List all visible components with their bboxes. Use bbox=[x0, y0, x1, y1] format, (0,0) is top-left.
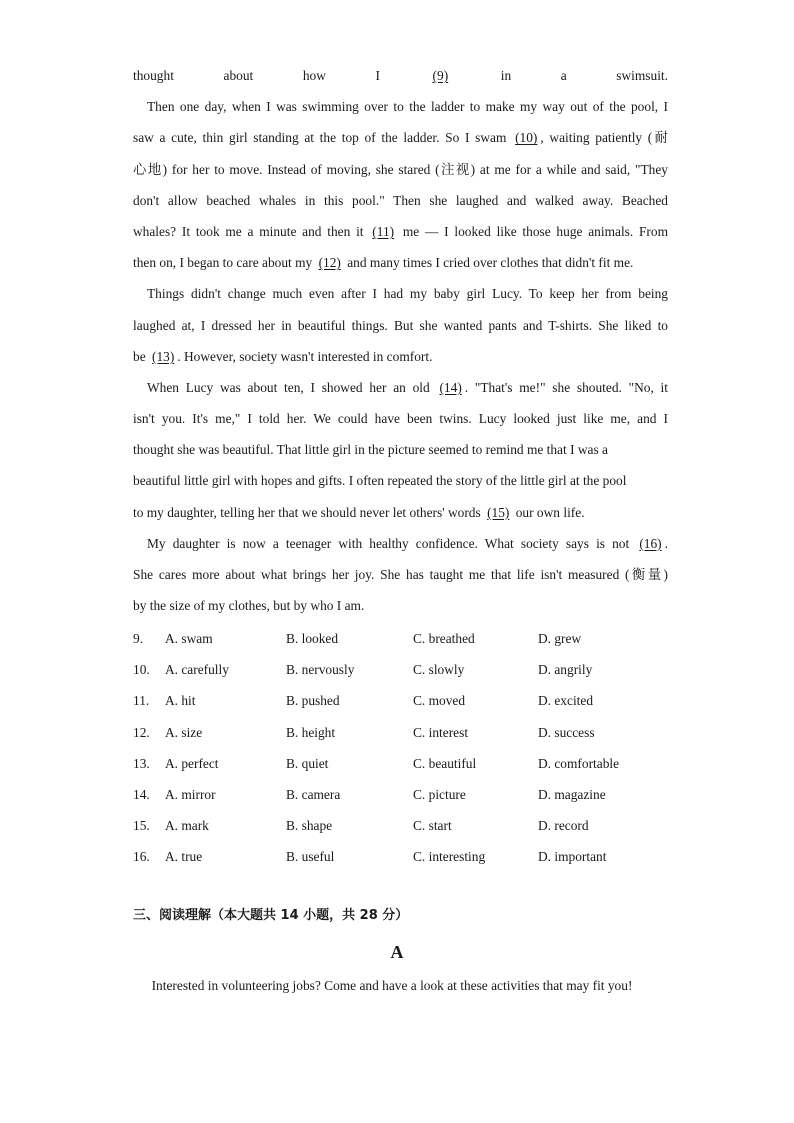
option-b: B. pushed bbox=[286, 693, 340, 709]
passage-text: isn't you. It's me," I told her. We could have been twins. Lucy looked just like me, and I bbox=[133, 411, 668, 427]
question-row bbox=[133, 654, 668, 685]
passage-text: When Lucy was about ten, I showed her an old bbox=[147, 379, 437, 395]
cloze-blank: (15) bbox=[487, 504, 510, 520]
question-number: 15. bbox=[133, 818, 150, 834]
passage-text: She cares more about what brings her joy. She has taught me that life isn't measured (衡量) bbox=[133, 567, 668, 582]
passage-text: , waiting patiently (耐 bbox=[540, 130, 668, 146]
passage-line bbox=[133, 497, 668, 528]
passage-line bbox=[133, 403, 668, 434]
passage-text: 心地) for her to move. Instead of moving, she stared (注视) at me for a while and said, "They bbox=[133, 161, 668, 177]
cloze-blank: (13) bbox=[152, 348, 175, 364]
option-c: C. breathed bbox=[413, 631, 475, 646]
question-row bbox=[133, 779, 668, 810]
passage-line bbox=[133, 372, 668, 403]
option-c: C. moved bbox=[413, 693, 466, 709]
option-d: D. magazine bbox=[538, 786, 606, 802]
question-row bbox=[133, 685, 668, 716]
passage-text: by the size of my clothes, but by who I am. bbox=[133, 598, 365, 614]
passage-line bbox=[133, 278, 668, 309]
option-a: A. carefully bbox=[165, 662, 229, 678]
question-row bbox=[133, 717, 668, 748]
option-b: B. shape bbox=[286, 818, 333, 834]
passage-text: our own life. bbox=[512, 504, 585, 520]
option-c: C. beautiful bbox=[413, 755, 477, 771]
passage-text: My daughter is now a teenager with healthy confidence. What society says is not bbox=[147, 535, 637, 551]
option-c: C. interesting bbox=[413, 849, 486, 865]
passage-line bbox=[133, 341, 668, 372]
passage-line bbox=[133, 465, 668, 496]
question-row bbox=[133, 623, 668, 654]
passage-line bbox=[133, 185, 668, 216]
option-b: B. looked bbox=[286, 631, 339, 646]
cloze-blank: (10) bbox=[515, 130, 538, 146]
passage-line bbox=[133, 434, 668, 465]
passage-text: to my daughter, telling her that we should never let others' words bbox=[133, 504, 485, 520]
option-d: D. angrily bbox=[538, 662, 593, 678]
cloze-blank: (12) bbox=[318, 255, 341, 271]
question-number: 10. bbox=[133, 662, 150, 678]
passage-text: . However, society wasn't interested in comfort. bbox=[177, 348, 433, 364]
passage-line bbox=[133, 528, 668, 559]
option-d: D. grew bbox=[538, 631, 582, 646]
passage-line bbox=[133, 310, 668, 341]
option-a: A. size bbox=[165, 724, 203, 740]
cloze-blank: (14) bbox=[439, 379, 462, 395]
question-number: 11. bbox=[133, 693, 150, 709]
answer-options bbox=[133, 623, 668, 873]
option-c: C. start bbox=[413, 818, 452, 834]
passage-line bbox=[133, 247, 668, 278]
option-a: A. true bbox=[165, 849, 203, 865]
option-d: D. excited bbox=[538, 693, 594, 709]
passage-line bbox=[133, 60, 668, 91]
question-number: 14. bbox=[133, 786, 150, 802]
option-d: D. success bbox=[538, 724, 595, 740]
option-a: A. perfect bbox=[165, 755, 219, 771]
question-number: 16. bbox=[133, 849, 150, 865]
question-number: 12. bbox=[133, 724, 150, 740]
passage-text: then on, I began to care about my bbox=[133, 255, 316, 271]
passage-text: and many times I cried over clothes that didn't fit me. bbox=[343, 255, 634, 271]
passage-text: . bbox=[664, 535, 668, 551]
passage-line bbox=[133, 154, 668, 185]
passage-text: laughed at, I dressed her in beautiful things. But she wanted pants and T-shirts. She liked to bbox=[133, 317, 668, 333]
option-a: A. mirror bbox=[165, 786, 216, 802]
option-c: C. picture bbox=[413, 786, 466, 802]
passage-text: don't allow beached whales in this pool." Then she laughed and walked away. Beached bbox=[133, 192, 668, 208]
option-a: A. hit bbox=[165, 693, 196, 709]
cloze-passage bbox=[133, 60, 668, 621]
passage-text: thought she was beautiful. That little girl in the picture seemed to remind me that I was a bbox=[133, 442, 608, 458]
option-a: A. mark bbox=[165, 818, 209, 834]
option-d: D. important bbox=[538, 849, 607, 865]
passage-line bbox=[133, 122, 668, 153]
cloze-blank: (9) bbox=[432, 68, 449, 83]
option-b: B. camera bbox=[286, 786, 341, 802]
option-b: B. quiet bbox=[286, 755, 329, 771]
option-c: C. interest bbox=[413, 724, 469, 740]
passage-text: in a swimsuit. bbox=[451, 68, 669, 83]
option-c: C. slowly bbox=[413, 662, 465, 678]
question-row bbox=[133, 748, 668, 779]
option-b: B. height bbox=[286, 724, 336, 740]
passage-line bbox=[133, 216, 668, 247]
passage-text: saw a cute, thin girl standing at the top of the ladder. So I swam bbox=[133, 130, 513, 146]
passage-text: Then one day, when I was swimming over to the ladder to make my way out of the pool, I bbox=[147, 99, 668, 115]
question-row bbox=[133, 841, 668, 872]
passage-line bbox=[133, 91, 668, 122]
option-d: D. comfortable bbox=[538, 755, 620, 771]
question-number: 9. bbox=[133, 631, 144, 646]
reading-intro: Interested in volunteering jobs? Come and have a look at these activities that may fit you! bbox=[151, 978, 633, 993]
passage-text: . "That's me!" she shouted. "No, it bbox=[464, 379, 668, 395]
passage-letter: A bbox=[390, 942, 404, 962]
option-a: A. swam bbox=[165, 631, 213, 646]
passage-line bbox=[133, 559, 668, 590]
passage-text: me — I looked like those huge animals. From bbox=[397, 223, 668, 239]
cloze-blank: (11) bbox=[372, 223, 395, 239]
option-d: D. record bbox=[538, 818, 589, 834]
option-b: B. nervously bbox=[286, 662, 355, 678]
passage-text: Things didn't change much even after I had my baby girl Lucy. To keep her from being bbox=[147, 286, 668, 302]
passage-text: be bbox=[133, 348, 149, 364]
option-b: B. useful bbox=[286, 849, 335, 865]
question-row bbox=[133, 810, 668, 841]
question-number: 13. bbox=[133, 755, 150, 771]
passage-line bbox=[133, 590, 668, 621]
cloze-blank: (16) bbox=[639, 535, 662, 551]
passage-text: thought about how I bbox=[133, 68, 430, 83]
section-heading: 三、阅读理解（本大题共 14 小题，共 28 分） bbox=[133, 908, 409, 923]
passage-text: whales? It took me a minute and then it bbox=[133, 223, 370, 239]
passage-text: beautiful little girl with hopes and gifts. I often repeated the story of the little girl at the pool bbox=[133, 473, 627, 489]
